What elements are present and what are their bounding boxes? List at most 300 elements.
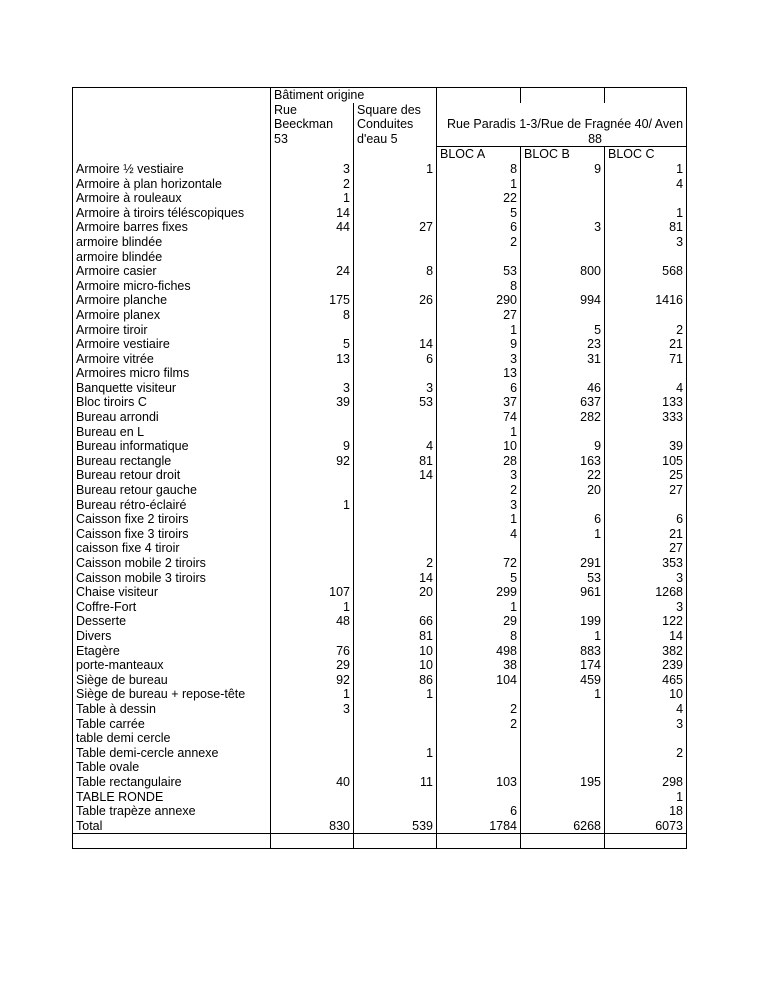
- table-row: [73, 585, 687, 600]
- item-name: Table à dessin: [73, 702, 271, 717]
- bloc-c-count: 353: [605, 556, 687, 571]
- beeckman-count: [271, 571, 354, 586]
- bloc-b-count: 174: [521, 658, 605, 673]
- conduites-count: [354, 790, 437, 805]
- table-row: [73, 614, 687, 629]
- beeckman-count: [271, 746, 354, 761]
- bloc-c-count: [605, 250, 687, 265]
- bloc-c-count: [605, 366, 687, 381]
- bloc-a-count: 29: [437, 614, 521, 629]
- item-name: Banquette visiteur: [73, 381, 271, 396]
- table-row: [73, 760, 687, 775]
- beeckman-count: [271, 804, 354, 819]
- bloc-c-count: 333: [605, 410, 687, 425]
- item-name: Siège de bureau + repose-tête: [73, 687, 271, 702]
- conduites-count: 8: [354, 264, 437, 279]
- bloc-c-count: 3: [605, 235, 687, 250]
- bloc-b-count: 53: [521, 571, 605, 586]
- item-name: Bloc tiroirs C: [73, 395, 271, 410]
- bloc-a-count: 498: [437, 644, 521, 659]
- bloc-a-count: 299: [437, 585, 521, 600]
- conduites-count: 14: [354, 337, 437, 352]
- bloc-a-count: [437, 250, 521, 265]
- bloc-a-count: 53: [437, 264, 521, 279]
- beeckman-count: [271, 717, 354, 732]
- conduites-count: 14: [354, 468, 437, 483]
- bloc-a-count: 1: [437, 177, 521, 192]
- item-name: caisson fixe 4 tiroir: [73, 541, 271, 556]
- bloc-b-count: [521, 600, 605, 615]
- item-name: Armoire vestiaire: [73, 337, 271, 352]
- beeckman-count: [271, 760, 354, 775]
- bloc-c-count: 1416: [605, 293, 687, 308]
- table-row: [73, 352, 687, 367]
- table-row: [73, 658, 687, 673]
- conduites-count: 81: [354, 629, 437, 644]
- bloc-c-count: 1: [605, 162, 687, 177]
- bloc-c-count: [605, 425, 687, 440]
- bloc-c-count: 1: [605, 206, 687, 221]
- bloc-b-label: BLOC B: [521, 147, 605, 162]
- bloc-c-count: [605, 760, 687, 775]
- item-name: Bureau informatique: [73, 439, 271, 454]
- item-name: Etagère: [73, 644, 271, 659]
- conduites-count: 11: [354, 775, 437, 790]
- item-name: Caisson fixe 3 tiroirs: [73, 527, 271, 542]
- bloc-b-count: [521, 206, 605, 221]
- bloc-b-count: 46: [521, 381, 605, 396]
- conduites-count: [354, 250, 437, 265]
- bloc-b-count: 961: [521, 585, 605, 600]
- table-row: [73, 512, 687, 527]
- beeckman-count: 3: [271, 162, 354, 177]
- bloc-c-count: 4: [605, 177, 687, 192]
- table-row: [73, 308, 687, 323]
- bloc-a-count: 1: [437, 323, 521, 338]
- bloc-b-count: 22: [521, 468, 605, 483]
- bloc-c-count: 1: [605, 790, 687, 805]
- bloc-b-count: 31: [521, 352, 605, 367]
- beeckman-count: [271, 235, 354, 250]
- conduites-count: 86: [354, 673, 437, 688]
- item-name: armoire blindée: [73, 235, 271, 250]
- beeckman-count: 29: [271, 658, 354, 673]
- bloc-a-count: 1784: [437, 819, 521, 834]
- table-row: [73, 279, 687, 294]
- item-name: Caisson mobile 3 tiroirs: [73, 571, 271, 586]
- conduites-count: [354, 731, 437, 746]
- item-name: Armoire barres fixes: [73, 220, 271, 235]
- beeckman-count: 3: [271, 702, 354, 717]
- bloc-a-count: 2: [437, 717, 521, 732]
- beeckman-count: [271, 366, 354, 381]
- conduites-count: [354, 527, 437, 542]
- item-name: Caisson mobile 2 tiroirs: [73, 556, 271, 571]
- table-row: [73, 468, 687, 483]
- beeckman-count: 24: [271, 264, 354, 279]
- bloc-a-count: 27: [437, 308, 521, 323]
- table-row: [73, 220, 687, 235]
- bloc-c-count: 298: [605, 775, 687, 790]
- table-row: [73, 673, 687, 688]
- item-name: Total: [73, 819, 271, 834]
- bloc-a-count: [437, 760, 521, 775]
- bloc-c-count: 4: [605, 702, 687, 717]
- bloc-a-count: 104: [437, 673, 521, 688]
- beeckman-count: 39: [271, 395, 354, 410]
- header-row-1: [73, 88, 687, 103]
- conduites-count: [354, 235, 437, 250]
- beeckman-count: 1: [271, 687, 354, 702]
- spreadsheet: [72, 87, 686, 849]
- conduites-count: 2: [354, 556, 437, 571]
- conduites-count: [354, 702, 437, 717]
- bloc-a-count: 6: [437, 804, 521, 819]
- beeckman-count: [271, 410, 354, 425]
- item-name: armoire blindée: [73, 250, 271, 265]
- table-row: [73, 541, 687, 556]
- header-row-4: [73, 132, 687, 147]
- table-row: [73, 410, 687, 425]
- bloc-b-count: [521, 191, 605, 206]
- item-name: Armoires micro films: [73, 366, 271, 381]
- bloc-b-count: [521, 702, 605, 717]
- item-name: Desserte: [73, 614, 271, 629]
- bloc-a-count: 5: [437, 206, 521, 221]
- bloc-a-count: 4: [437, 527, 521, 542]
- table-row: [73, 629, 687, 644]
- table-row: [73, 191, 687, 206]
- bloc-c-count: [605, 498, 687, 513]
- beeckman-count: [271, 279, 354, 294]
- bloc-a-count: [437, 731, 521, 746]
- bloc-a-count: 1: [437, 600, 521, 615]
- bloc-c-count: 71: [605, 352, 687, 367]
- bloc-b-count: 9: [521, 162, 605, 177]
- conduites-count: 10: [354, 658, 437, 673]
- bloc-c-label: BLOC C: [605, 147, 687, 162]
- item-name: Bureau retour gauche: [73, 483, 271, 498]
- bloc-c-count: 25: [605, 468, 687, 483]
- table-row: [73, 177, 687, 192]
- table-row: [73, 571, 687, 586]
- bloc-a-count: [437, 687, 521, 702]
- item-name: Chaise visiteur: [73, 585, 271, 600]
- bloc-b-count: 282: [521, 410, 605, 425]
- bloc-c-count: 18: [605, 804, 687, 819]
- beeckman-count: [271, 541, 354, 556]
- bloc-b-count: [521, 235, 605, 250]
- beeckman-count: [271, 323, 354, 338]
- table-row: [73, 556, 687, 571]
- item-name: Armoire à rouleaux: [73, 191, 271, 206]
- conduites-count: 4: [354, 439, 437, 454]
- table-row: [73, 337, 687, 352]
- bloc-a-count: 13: [437, 366, 521, 381]
- header-row-3: [73, 117, 687, 132]
- bloc-b-count: 291: [521, 556, 605, 571]
- table-row: [73, 454, 687, 469]
- bloc-a-count: 9: [437, 337, 521, 352]
- furniture-inventory-table: [72, 87, 687, 849]
- bloc-b-count: 883: [521, 644, 605, 659]
- beeckman-count: [271, 425, 354, 440]
- item-name: Coffre-Fort: [73, 600, 271, 615]
- bloc-b-count: [521, 366, 605, 381]
- bloc-c-count: 6: [605, 512, 687, 527]
- bloc-b-count: 163: [521, 454, 605, 469]
- bloc-c-count: 3: [605, 571, 687, 586]
- bloc-b-count: 1: [521, 687, 605, 702]
- conduites-count: [354, 425, 437, 440]
- table-row: [73, 366, 687, 381]
- conduites-count: 10: [354, 644, 437, 659]
- table-row: [73, 804, 687, 819]
- bloc-a-count: 6: [437, 220, 521, 235]
- conduites-count: 81: [354, 454, 437, 469]
- conduites-count: [354, 206, 437, 221]
- bloc-b-count: [521, 760, 605, 775]
- bloc-a-count: 3: [437, 468, 521, 483]
- table-row: [73, 483, 687, 498]
- conduites-count: [354, 366, 437, 381]
- conduites-count: [354, 177, 437, 192]
- bloc-b-count: [521, 425, 605, 440]
- beeckman-count: 92: [271, 673, 354, 688]
- bloc-a-count: 74: [437, 410, 521, 425]
- bloc-a-count: 10: [437, 439, 521, 454]
- table-row: [73, 702, 687, 717]
- table-row: [73, 293, 687, 308]
- bloc-a-count: [437, 541, 521, 556]
- bloc-a-count: 38: [437, 658, 521, 673]
- bloc-b-count: [521, 790, 605, 805]
- header-row-2: [73, 103, 687, 118]
- header-row-5: [73, 147, 687, 162]
- paradis-number-label: 88: [437, 132, 687, 147]
- beeckman-count: [271, 512, 354, 527]
- beeckman-count: 76: [271, 644, 354, 659]
- bloc-a-count: [437, 746, 521, 761]
- table-row: [73, 381, 687, 396]
- bloc-c-count: 2: [605, 746, 687, 761]
- beeckman-count: 2: [271, 177, 354, 192]
- bloc-b-count: [521, 541, 605, 556]
- table-row: [73, 439, 687, 454]
- table-row: [73, 746, 687, 761]
- bloc-a-count: 2: [437, 235, 521, 250]
- bloc-c-count: 27: [605, 541, 687, 556]
- item-name: Armoire micro-fiches: [73, 279, 271, 294]
- conduites-count: 20: [354, 585, 437, 600]
- bloc-c-count: 21: [605, 527, 687, 542]
- bloc-a-count: 8: [437, 162, 521, 177]
- conduites-label-2: Conduites: [354, 117, 437, 132]
- conduites-count: 27: [354, 220, 437, 235]
- bloc-a-count: [437, 790, 521, 805]
- table-row: [73, 395, 687, 410]
- beeckman-count: 1: [271, 600, 354, 615]
- bloc-b-count: [521, 746, 605, 761]
- item-name: Bureau retour droit: [73, 468, 271, 483]
- table-row: [73, 425, 687, 440]
- table-row: [73, 527, 687, 542]
- item-name: Armoire casier: [73, 264, 271, 279]
- item-name: Table demi-cercle annexe: [73, 746, 271, 761]
- table-row: [73, 775, 687, 790]
- item-name: Armoire ½ vestiaire: [73, 162, 271, 177]
- bloc-b-count: 800: [521, 264, 605, 279]
- bloc-c-count: 10: [605, 687, 687, 702]
- bloc-a-count: 6: [437, 381, 521, 396]
- item-name: Bureau rectangle: [73, 454, 271, 469]
- bloc-c-count: 21: [605, 337, 687, 352]
- conduites-count: [354, 717, 437, 732]
- beeckman-count: [271, 468, 354, 483]
- beeckman-label-2: Beeckman: [271, 117, 354, 132]
- bloc-b-count: [521, 804, 605, 819]
- conduites-label-1: Square des: [354, 103, 437, 118]
- bloc-a-count: 1: [437, 425, 521, 440]
- item-name: Armoire à tiroirs téléscopiques: [73, 206, 271, 221]
- beeckman-count: [271, 731, 354, 746]
- bloc-c-count: [605, 308, 687, 323]
- bloc-c-count: 4: [605, 381, 687, 396]
- conduites-count: [354, 804, 437, 819]
- item-name: table demi cercle: [73, 731, 271, 746]
- beeckman-count: 92: [271, 454, 354, 469]
- bloc-a-count: 3: [437, 498, 521, 513]
- beeckman-count: 107: [271, 585, 354, 600]
- beeckman-count: [271, 527, 354, 542]
- beeckman-count: [271, 790, 354, 805]
- conduites-count: 14: [354, 571, 437, 586]
- conduites-label-3: d'eau 5: [354, 132, 437, 147]
- conduites-count: [354, 279, 437, 294]
- bloc-c-count: 1268: [605, 585, 687, 600]
- bloc-b-count: 6268: [521, 819, 605, 834]
- bloc-b-count: 637: [521, 395, 605, 410]
- paradis-address-label: Rue Paradis 1-3/Rue de Fragnée 40/ Aven: [437, 117, 687, 132]
- beeckman-count: 5: [271, 337, 354, 352]
- bloc-a-count: 22: [437, 191, 521, 206]
- beeckman-count: [271, 250, 354, 265]
- conduites-count: 1: [354, 687, 437, 702]
- bloc-a-count: 2: [437, 702, 521, 717]
- bloc-b-count: [521, 177, 605, 192]
- item-name: Divers: [73, 629, 271, 644]
- bloc-a-count: 28: [437, 454, 521, 469]
- table-row: [73, 206, 687, 221]
- table-row: [73, 819, 687, 834]
- bloc-c-count: 39: [605, 439, 687, 454]
- conduites-count: 6: [354, 352, 437, 367]
- bloc-c-count: 239: [605, 658, 687, 673]
- item-name: Bureau en L: [73, 425, 271, 440]
- bloc-b-count: [521, 308, 605, 323]
- bloc-b-count: [521, 279, 605, 294]
- bloc-c-count: 81: [605, 220, 687, 235]
- table-row: [73, 790, 687, 805]
- item-name: porte-manteaux: [73, 658, 271, 673]
- bloc-a-count: 37: [437, 395, 521, 410]
- bloc-a-count: 3: [437, 352, 521, 367]
- bloc-b-count: [521, 250, 605, 265]
- beeckman-count: 44: [271, 220, 354, 235]
- bloc-c-count: 14: [605, 629, 687, 644]
- conduites-count: 1: [354, 162, 437, 177]
- bloc-c-count: 2: [605, 323, 687, 338]
- bloc-a-count: 1: [437, 512, 521, 527]
- item-name: Caisson fixe 2 tiroirs: [73, 512, 271, 527]
- bloc-b-count: 1: [521, 527, 605, 542]
- item-name: Table rectangulaire: [73, 775, 271, 790]
- bloc-a-count: 72: [437, 556, 521, 571]
- bloc-a-count: 8: [437, 629, 521, 644]
- conduites-count: 1: [354, 746, 437, 761]
- conduites-count: 66: [354, 614, 437, 629]
- beeckman-count: [271, 556, 354, 571]
- table-row: [73, 644, 687, 659]
- table-row: [73, 498, 687, 513]
- bloc-b-count: 1: [521, 629, 605, 644]
- bloc-c-count: 122: [605, 614, 687, 629]
- bloc-a-count: 290: [437, 293, 521, 308]
- bloc-b-count: 195: [521, 775, 605, 790]
- bloc-c-count: 6073: [605, 819, 687, 834]
- beeckman-count: 8: [271, 308, 354, 323]
- bloc-b-count: 6: [521, 512, 605, 527]
- bloc-b-count: 23: [521, 337, 605, 352]
- bloc-a-count: 2: [437, 483, 521, 498]
- conduites-count: [354, 191, 437, 206]
- beeckman-count: 14: [271, 206, 354, 221]
- item-name: Bureau arrondi: [73, 410, 271, 425]
- bloc-c-count: 3: [605, 717, 687, 732]
- table-row: [73, 717, 687, 732]
- bloc-b-count: 199: [521, 614, 605, 629]
- table-row: [73, 600, 687, 615]
- beeckman-count: 1: [271, 191, 354, 206]
- bloc-b-count: [521, 717, 605, 732]
- item-name: Table carrée: [73, 717, 271, 732]
- table-row: [73, 323, 687, 338]
- bloc-b-count: 994: [521, 293, 605, 308]
- beeckman-count: 9: [271, 439, 354, 454]
- beeckman-count: 48: [271, 614, 354, 629]
- conduites-count: [354, 541, 437, 556]
- bloc-b-count: 9: [521, 439, 605, 454]
- conduites-count: [354, 483, 437, 498]
- beeckman-count: 830: [271, 819, 354, 834]
- item-name: Armoire planex: [73, 308, 271, 323]
- bloc-a-label: BLOC A: [437, 147, 521, 162]
- conduites-count: [354, 410, 437, 425]
- item-name: Armoire à plan horizontale: [73, 177, 271, 192]
- bloc-c-count: 3: [605, 600, 687, 615]
- item-name: Armoire vitrée: [73, 352, 271, 367]
- item-name: Bureau rétro-éclairé: [73, 498, 271, 513]
- bloc-c-count: 27: [605, 483, 687, 498]
- bloc-c-count: [605, 731, 687, 746]
- conduites-count: [354, 760, 437, 775]
- conduites-count: 3: [354, 381, 437, 396]
- building-origin-label: Bâtiment origine: [271, 88, 437, 103]
- conduites-count: 26: [354, 293, 437, 308]
- bloc-c-count: [605, 191, 687, 206]
- bloc-a-count: 8: [437, 279, 521, 294]
- item-name: Table trapèze annexe: [73, 804, 271, 819]
